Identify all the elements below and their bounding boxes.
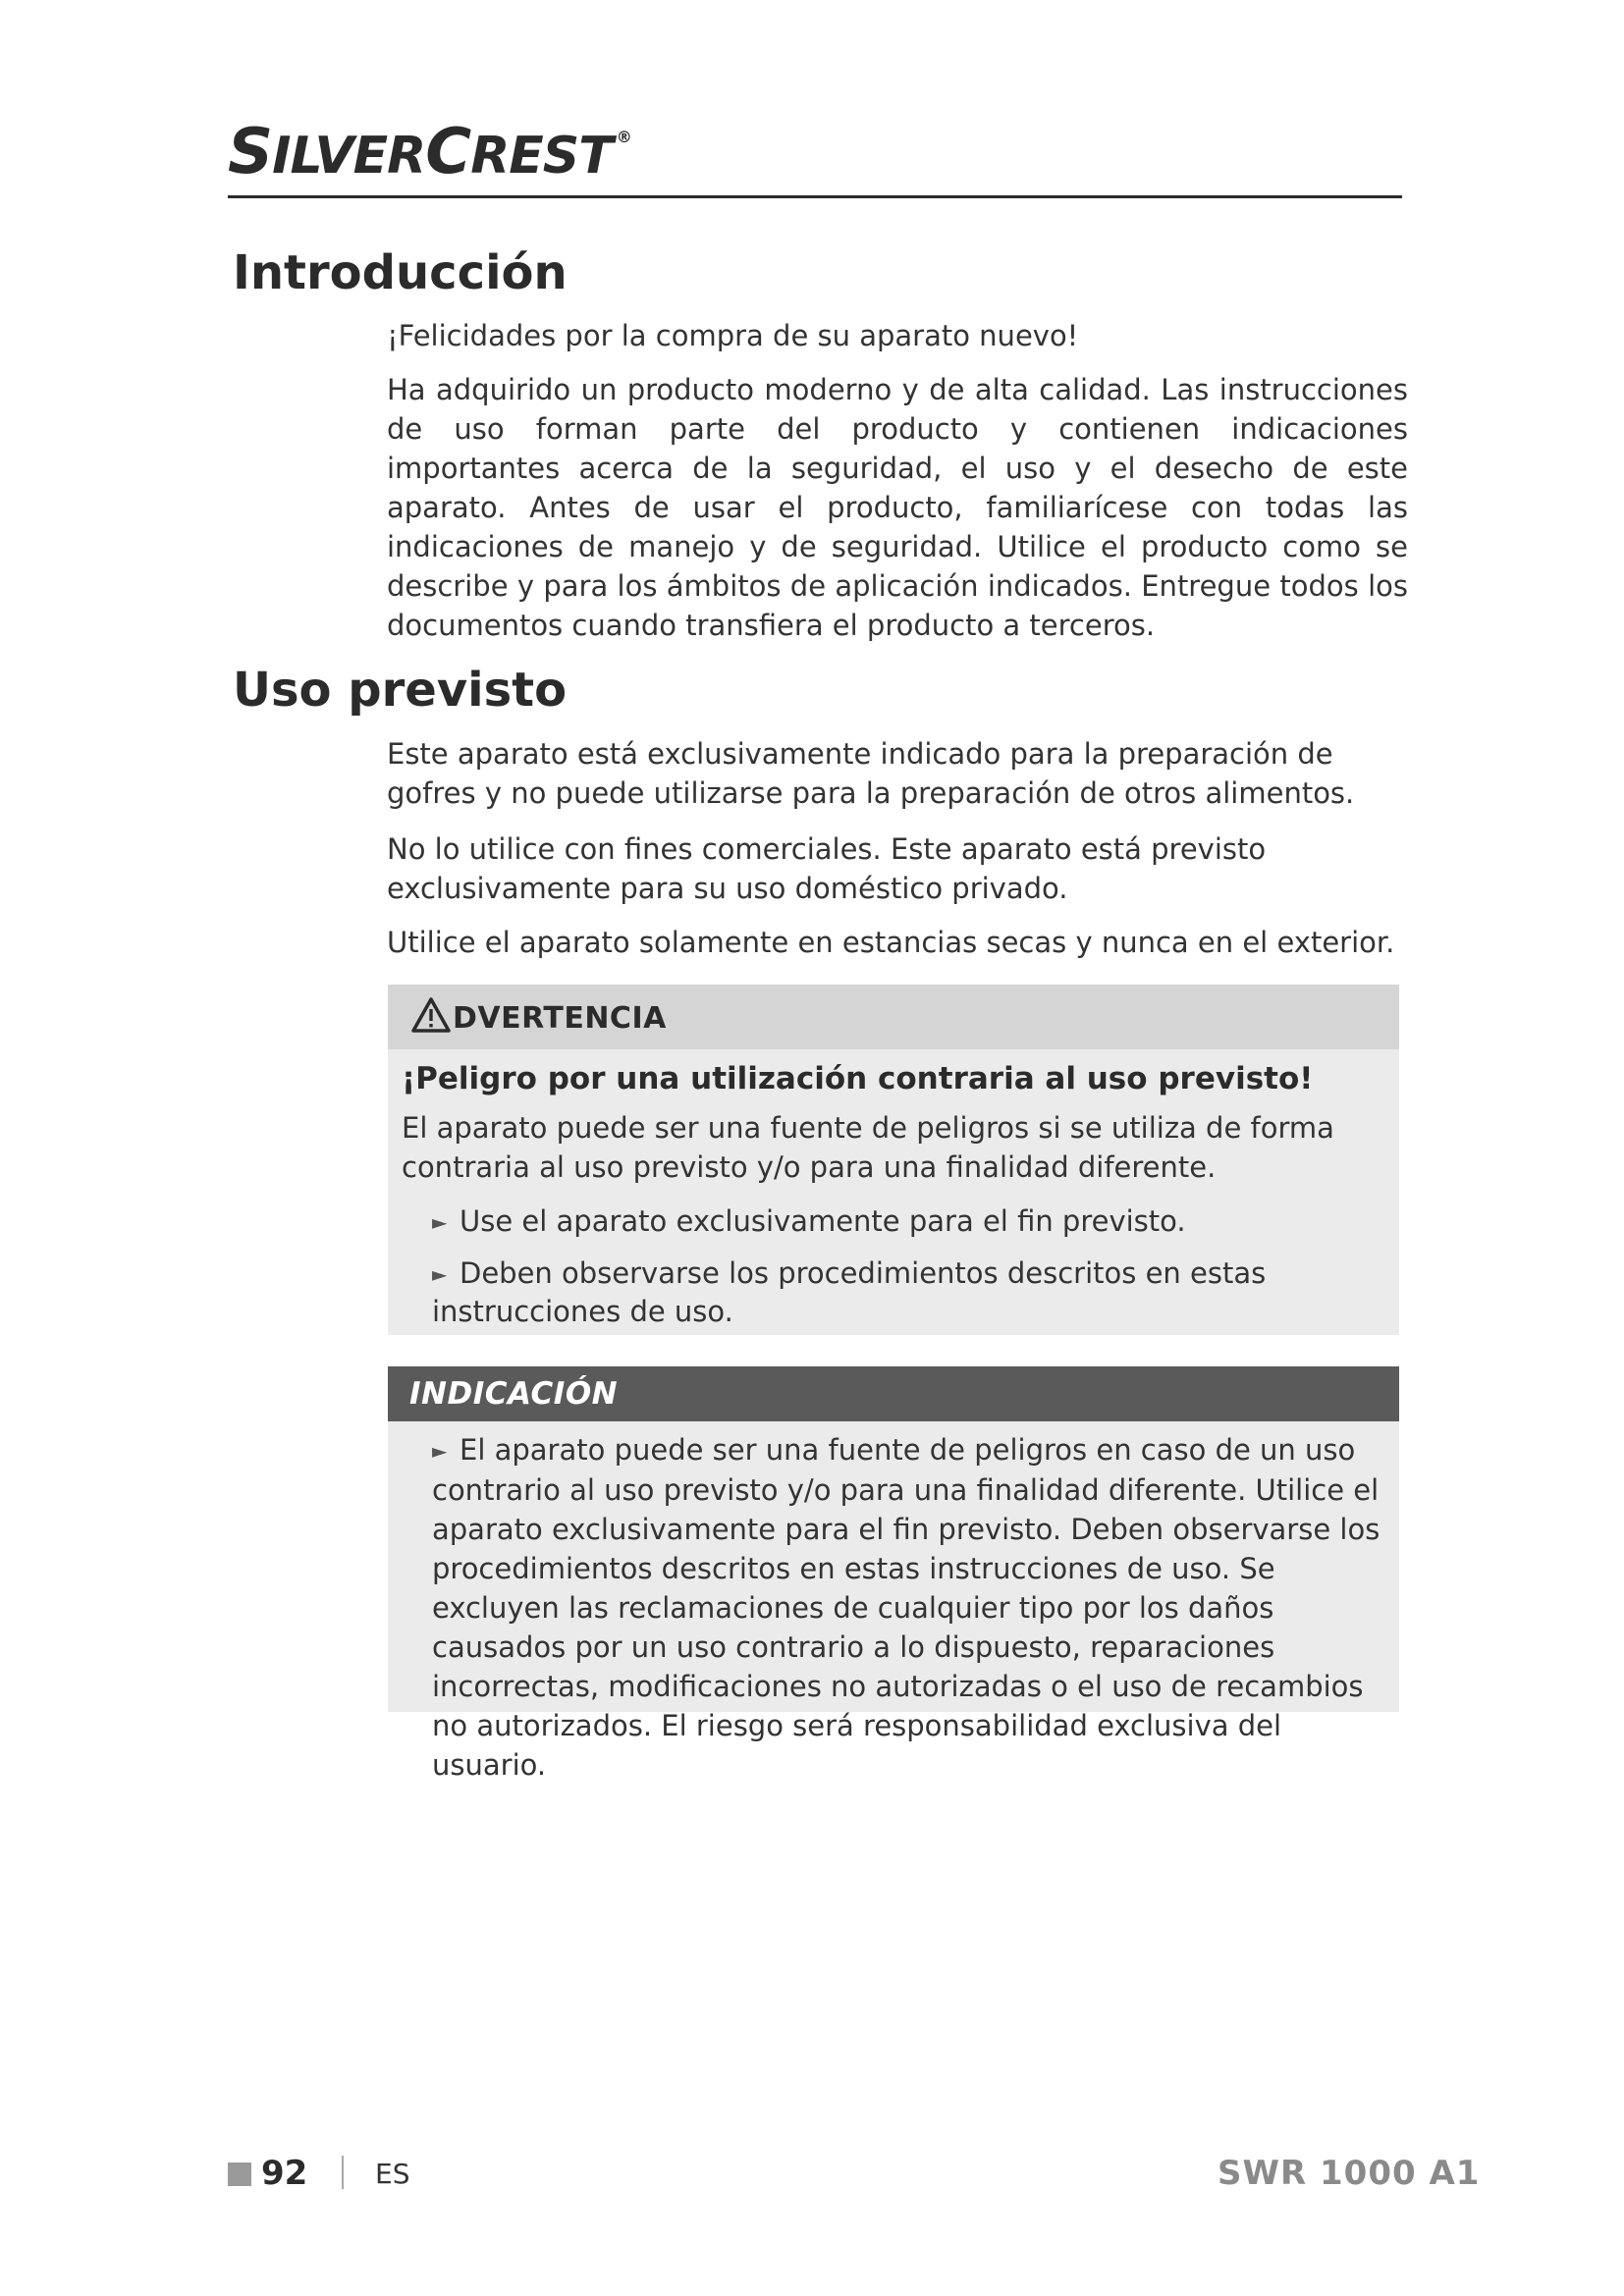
note-box (388, 1366, 1399, 1782)
brand-word-rest: REST (470, 127, 613, 186)
warning-header (388, 985, 1399, 1049)
warning-text: El aparato puede ser una fuente de peligros si se utiliza de forma contraria al uso previsto y/o para una finalidad diferente. (402, 1111, 1334, 1184)
note-header (388, 1366, 1399, 1421)
uso-paragraph-2: No lo utilice con fines comerciales. Este aparato está previsto exclusivamente para su uso doméstico privado. (387, 832, 1267, 905)
page-number: 92 (261, 2154, 308, 2193)
uso-paragraph-3: Utilice el aparato solamente en estancias secas y nunca en el exterior. (387, 926, 1395, 959)
brand-letter-c: C (425, 116, 471, 188)
uso-paragraph-1: Este aparato está exclusivamente indicado para la preparación de gofres y no puede utilizarse para la preparación de otros alimentos. (387, 737, 1355, 810)
bullet-arrow-icon: ► (432, 1262, 448, 1286)
uso-heading: Uso previsto (233, 663, 568, 718)
footer-model: SWR 1000 A1 (1218, 2154, 1481, 2193)
warning-box (388, 985, 1399, 1335)
warning-bullet-text: Use el aparato exclusivamente para el fin previsto. (460, 1204, 1186, 1238)
brand-logo (228, 116, 631, 188)
warning-bullet-text: Deben observarse los procedimientos descritos en estas instrucciones de uso. (432, 1256, 1267, 1328)
footer-separator (342, 2156, 344, 2189)
note-text: El aparato puede ser una fuente de peligros en caso de un uso contrario al uso previsto y/o para una finalidad diferente. Utilice el aparato exclusivamente para el fin previsto. Deben observarse los procedimientos descritos en estas instrucciones de uso. Se excluyen las reclamaciones de cualquier tipo por los daños causados por un uso contrario a lo dispuesto, reparaciones incorrectas, modificaciones no autorizadas o el uso de recambios no autorizados. El riesgo será responsabilidad exclusiva del usuario. (432, 1433, 1380, 1782)
intro-heading: Introducción (233, 245, 568, 300)
brand-word-ilver: ILVER (272, 127, 426, 186)
bullet-arrow-icon: ► (432, 1210, 448, 1234)
warning-bullet (432, 1255, 1375, 1330)
header-rule (228, 195, 1402, 198)
warning-label: DVERTENCIA (453, 1001, 667, 1036)
warning-title: ¡Peligro por una utilización contraria al uso previsto! (402, 1061, 1314, 1096)
intro-paragraph-2: Ha adquirido un producto moderno y de alta calidad. Las instrucciones de uso forman parte del producto y contienen indicaciones importantes acerca de la seguridad, el uso y el desecho de este aparato. Antes de usar el producto, familiarícese con todas las indicaciones de manejo y de seguridad. Utilice el producto como se describe y para los ámbitos de aplicación indicados. Entregue todos los documentos cuando transfiera el producto a terceros. (387, 373, 1408, 642)
warning-bullet (432, 1202, 1375, 1241)
warning-triangle-icon (411, 996, 451, 1034)
footer-square-icon (228, 2163, 251, 2186)
registered-mark: ® (616, 128, 631, 146)
bullet-arrow-icon: ► (432, 1439, 448, 1463)
note-label: INDICACIÓN (409, 1376, 619, 1412)
footer-language: ES (375, 2158, 410, 2190)
note-bullet (432, 1430, 1404, 1785)
intro-paragraph-1: ¡Felicidades por la compra de su aparato nuevo! (387, 319, 1079, 352)
brand-letter-s: S (228, 116, 273, 188)
